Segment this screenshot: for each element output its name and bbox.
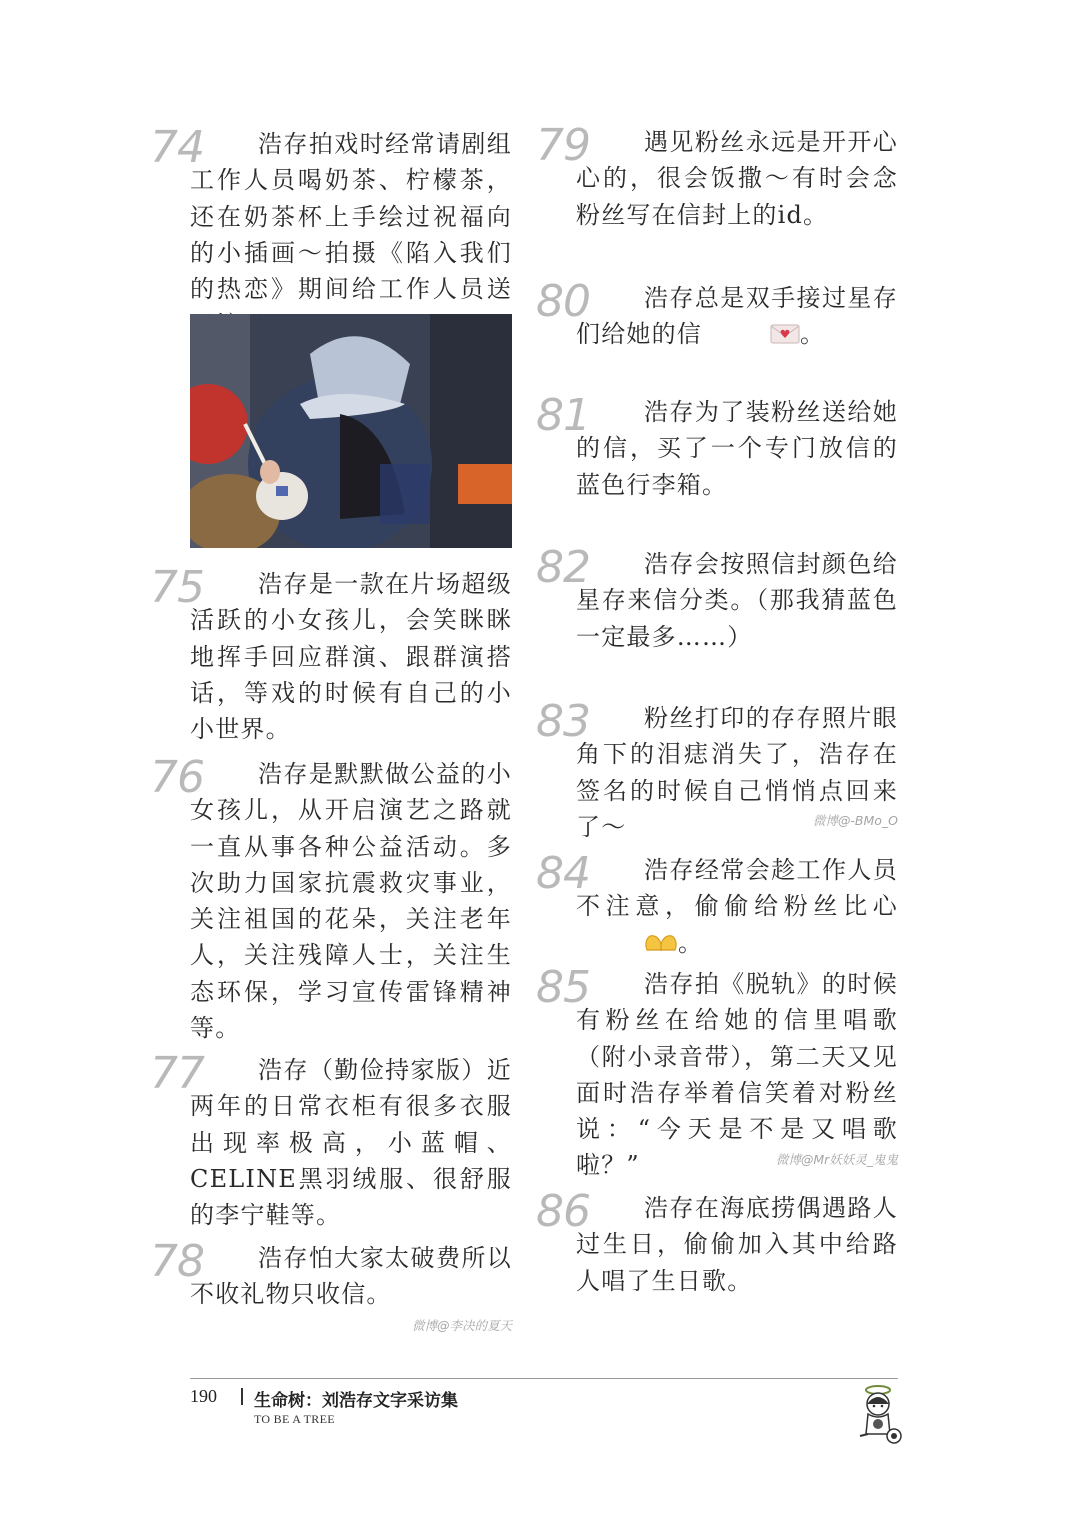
entry-text: 浩存（勤俭持家版）近两年的日常衣柜有很多衣服出现率极高，小蓝帽、CELINE黑羽绒服、很舒服的李宁鞋等。 bbox=[190, 1056, 512, 1230]
entry-text-main: 浩存总是双手接过星存们给她的信 bbox=[576, 284, 898, 349]
entry-text: 浩存是默默做公益的小女孩儿，从开启演艺之路就一直从事各种公益活动。多次助力国家抗震救灾事业，关注祖国的花朵，关注老年人，关注残障人士，关注生态环保，学习宣传雷锋精神等。 bbox=[190, 760, 512, 1043]
entry-text: 浩存为了装粉丝送给她的信，买了一个专门放信的蓝色行李箱。 bbox=[576, 398, 898, 499]
entry-number: 83 bbox=[536, 696, 590, 747]
entry-text: 粉丝打印的存存照片眼角下的泪痣消失了，浩存在签名的时候自己悄悄点回来了～ bbox=[576, 704, 898, 841]
entry-text: 浩存拍戏时经常请剧组工作人员喝奶茶、柠檬茶，还在奶茶杯上手绘过祝福向的小插画～拍摄《陷入我们的热恋》期间给工作人员送 bbox=[190, 130, 512, 304]
source-credit: 微博@李决的夏天 bbox=[411, 1318, 512, 1333]
entry-number: 75 bbox=[150, 562, 204, 613]
source-credit: 微博@Mr妖妖灵_鬼鬼 bbox=[775, 1152, 898, 1167]
entry-text bbox=[576, 280, 898, 356]
book-subtitle: TO BE A TREE bbox=[254, 1412, 335, 1426]
entry-text bbox=[576, 852, 898, 964]
entry-78 bbox=[150, 1236, 512, 1336]
entry-number: 77 bbox=[150, 1048, 204, 1099]
footer-separator bbox=[241, 1388, 243, 1405]
entry-number: 74 bbox=[150, 122, 204, 173]
book-title: 生命树：刘浩存文字采访集 bbox=[254, 1391, 458, 1411]
entry-text: 浩存在海底捞偶遇路人过生日，偷偷加入其中给路人唱了生日歌。 bbox=[576, 1194, 898, 1295]
entry-81 bbox=[536, 390, 898, 503]
entry-text-main: 浩存经常会趁工作人员不注意，偷偷给粉丝比心 bbox=[576, 856, 898, 921]
entry-text: 浩存怕大家太破费所以不收礼物只收信。 bbox=[190, 1244, 512, 1309]
entry-text: 遇见粉丝永远是开开心心的，很会饭撒～有时会念粉丝写在信封上的id。 bbox=[576, 128, 898, 229]
entry-80 bbox=[536, 276, 898, 356]
photo-illustration bbox=[190, 314, 512, 548]
entry-text-end: 。 bbox=[800, 320, 826, 349]
entry-number: 76 bbox=[150, 752, 204, 803]
entry-76 bbox=[150, 752, 512, 1046]
entry-text: 浩存拍《脱轨》的时候有粉丝在给她的信里唱歌（附小录音带），第二天又见面时浩存举着信笑着对粉丝说：“今天是不是又唱歌啦？” bbox=[576, 970, 898, 1180]
entry-number: 85 bbox=[536, 962, 590, 1013]
entry-text-end: 。 bbox=[678, 928, 704, 957]
entry-75 bbox=[150, 562, 512, 747]
page-number: 190 bbox=[190, 1386, 217, 1406]
source-credit: 微博@-BMo_O bbox=[812, 813, 898, 828]
heart-hands-icon bbox=[576, 928, 678, 964]
footer-divider bbox=[190, 1378, 898, 1379]
photo-drawing-on-cup bbox=[190, 314, 512, 548]
entry-number: 86 bbox=[536, 1186, 590, 1237]
entry-number: 79 bbox=[536, 120, 590, 171]
entry-number: 80 bbox=[536, 276, 590, 327]
mascot-illustration bbox=[856, 1384, 904, 1444]
entry-74 bbox=[150, 122, 512, 344]
entry-text: 浩存是一款在片场超级活跃的小女孩儿，会笑眯眯地挥手回应群演、跟群演搭话，等戏的时候有自己的小小世界。 bbox=[190, 570, 512, 744]
entry-83 bbox=[536, 696, 898, 841]
entry-text: 浩存会按照信封颜色给星存来信分类。（那我猜蓝色一定最多……） bbox=[576, 550, 898, 651]
entry-85 bbox=[536, 962, 898, 1180]
entry-82 bbox=[536, 542, 898, 655]
love-letter-icon bbox=[702, 319, 800, 355]
entry-number: 84 bbox=[536, 848, 590, 899]
entry-86 bbox=[536, 1186, 898, 1299]
entry-77 bbox=[150, 1048, 512, 1233]
entry-79 bbox=[536, 120, 898, 233]
entry-number: 82 bbox=[536, 542, 590, 593]
entry-84 bbox=[536, 848, 898, 964]
entry-number: 78 bbox=[150, 1236, 204, 1287]
entry-number: 81 bbox=[536, 390, 590, 441]
